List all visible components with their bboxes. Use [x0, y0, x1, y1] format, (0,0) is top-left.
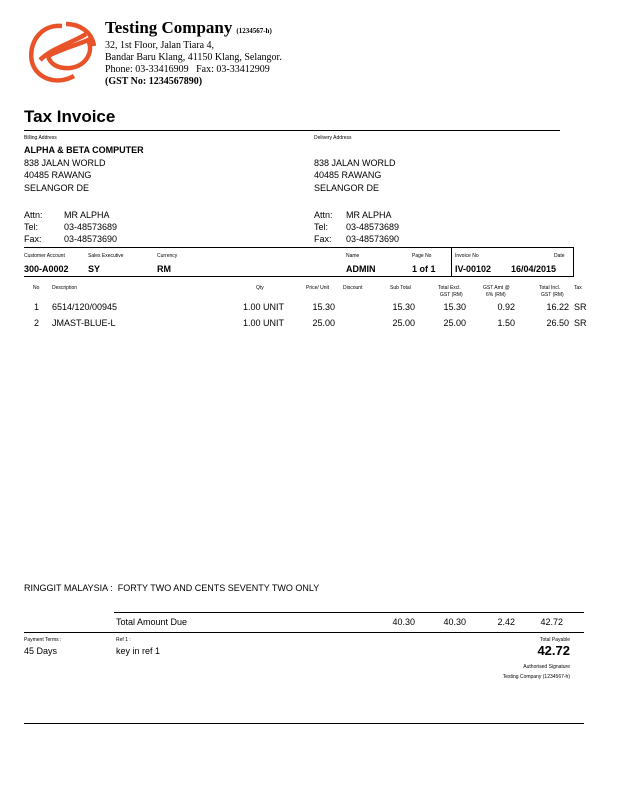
total-excl: 40.30 [443, 617, 466, 627]
table-row [0, 302, 618, 316]
company-address-1: 32, 1st Floor, Jalan Tiara 4, [105, 40, 215, 51]
delivery-fax: 03-48573690 [346, 234, 400, 244]
name-label: Name [346, 253, 360, 259]
delivery-attn-label: Attn: [314, 210, 333, 220]
item-description: JMAST-BLUE-L [52, 318, 116, 328]
totals-top-rule [114, 612, 584, 613]
col-gst-2: 6% (RM) [486, 292, 506, 298]
billing-label: Billing Address [24, 135, 57, 141]
table-row [0, 318, 618, 332]
page-label: Page No [412, 253, 432, 259]
date-label: Date [554, 253, 565, 259]
total-gst: 2.42 [497, 617, 515, 627]
billing-line2: 40485 RAWANG [24, 170, 92, 180]
delivery-line3: SELANGOR DE [314, 183, 380, 193]
amount-in-words: RINGGIT MALAYSIA : FORTY TWO AND CENTS SEVENTY TWO ONLY [24, 583, 320, 593]
item-no: 2 [34, 318, 40, 328]
billing-attn: MR ALPHA [64, 210, 110, 220]
col-subtotal: Sub Total [390, 285, 411, 291]
ref-label: Ref 1 : [116, 637, 131, 643]
page-value: 1 of 1 [412, 264, 436, 274]
payment-terms: 45 Days [24, 646, 58, 656]
sales-exec: SY [88, 264, 101, 274]
company-phone: Phone: 03-33416909 Fax: 03-33412909 [105, 64, 270, 75]
billing-fax: 03-48573690 [64, 234, 118, 244]
item-qty: 1.00 UNIT [242, 318, 284, 328]
currency: RM [157, 264, 171, 274]
title-rule [24, 130, 560, 131]
col-total-excl-2: GST (RM) [440, 292, 463, 298]
item-qty: 1.00 UNIT [242, 302, 284, 312]
sales-exec-label: Sales Executive [88, 253, 124, 259]
page-bottom-rule [24, 723, 584, 724]
item-no: 1 [34, 302, 40, 312]
company-reg-no: (1234567-h) [236, 27, 272, 35]
total-amount-label: Total Amount Due [116, 617, 188, 627]
company-logo [22, 18, 100, 90]
company-gst: (GST No: 1234567890) [105, 76, 203, 87]
item-tax: SR [574, 318, 587, 328]
billing-tel-label: Tel: [24, 222, 39, 232]
item-total-excl: 25.00 [443, 318, 466, 328]
col-total-incl-1: Total Incl. [539, 285, 561, 291]
page-title: Tax Invoice [24, 107, 116, 126]
company-address-2: Bandar Baru Klang, 41150 Klang, Selangor. [105, 52, 282, 63]
delivery-fax-label: Fax: [314, 234, 332, 244]
signature-label: Authorised Signature [523, 664, 570, 670]
date-value: 16/04/2015 [511, 264, 557, 274]
delivery-line1: 838 JALAN WORLD [314, 158, 396, 168]
billing-name: ALPHA & BETA COMPUTER [24, 145, 144, 155]
item-subtotal: 25.00 [392, 318, 415, 328]
total-payable-label: Total Payable [539, 637, 570, 643]
item-total-incl: 16.22 [546, 302, 569, 312]
invoice-no: IV-00102 [455, 264, 492, 274]
billing-attn-label: Attn: [24, 210, 43, 220]
customer-account-label: Customer Account [24, 253, 65, 259]
signature-company: Testing Company (1234567-h) [502, 674, 570, 680]
meta-bottom-rule [24, 276, 452, 277]
delivery-attn: MR ALPHA [346, 210, 392, 220]
item-total-incl: 26.50 [546, 318, 569, 328]
col-price: Price/ Unit [306, 285, 330, 291]
item-subtotal: 15.30 [392, 302, 415, 312]
col-discount: Discount [343, 285, 363, 291]
ref-value: key in ref 1 [116, 646, 161, 656]
col-no: No [33, 285, 40, 291]
item-description: 6514/120/00945 [52, 302, 118, 312]
meta-top-rule [24, 247, 452, 248]
delivery-label: Delivery Address [314, 135, 352, 141]
col-total-excl-1: Total Excl. [438, 285, 461, 291]
item-gst: 1.50 [497, 318, 515, 328]
item-tax: SR [574, 302, 587, 312]
total-incl: 42.72 [540, 617, 563, 627]
col-description: Description [52, 285, 78, 291]
col-tax: Tax [574, 285, 582, 291]
col-gst-1: GST Amt @ [483, 285, 510, 291]
totals-bottom-rule [24, 632, 584, 633]
col-total-incl-2: GST (RM) [541, 292, 564, 298]
currency-label: Currency [157, 253, 178, 259]
payment-terms-label: Payment Terms : [24, 637, 62, 643]
item-total-excl: 15.30 [443, 302, 466, 312]
item-price: 25.00 [312, 318, 335, 328]
delivery-line2: 40485 RAWANG [314, 170, 382, 180]
billing-line3: SELANGOR DE [24, 183, 90, 193]
item-price: 15.30 [312, 302, 335, 312]
name-value: ADMIN [346, 264, 376, 274]
total-subtotal: 40.30 [392, 617, 415, 627]
item-gst: 0.92 [497, 302, 515, 312]
total-payable: 42.72 [537, 643, 570, 658]
customer-account: 300-A0002 [24, 264, 69, 274]
billing-fax-label: Fax: [24, 234, 42, 244]
invoice-label: Invoice No [455, 253, 479, 259]
billing-tel: 03-48573689 [64, 222, 118, 232]
company-name: Testing Company [105, 18, 233, 37]
delivery-tel-label: Tel: [314, 222, 329, 232]
billing-line1: 838 JALAN WORLD [24, 158, 106, 168]
col-qty: Qty [256, 285, 264, 291]
delivery-tel: 03-48573689 [346, 222, 400, 232]
